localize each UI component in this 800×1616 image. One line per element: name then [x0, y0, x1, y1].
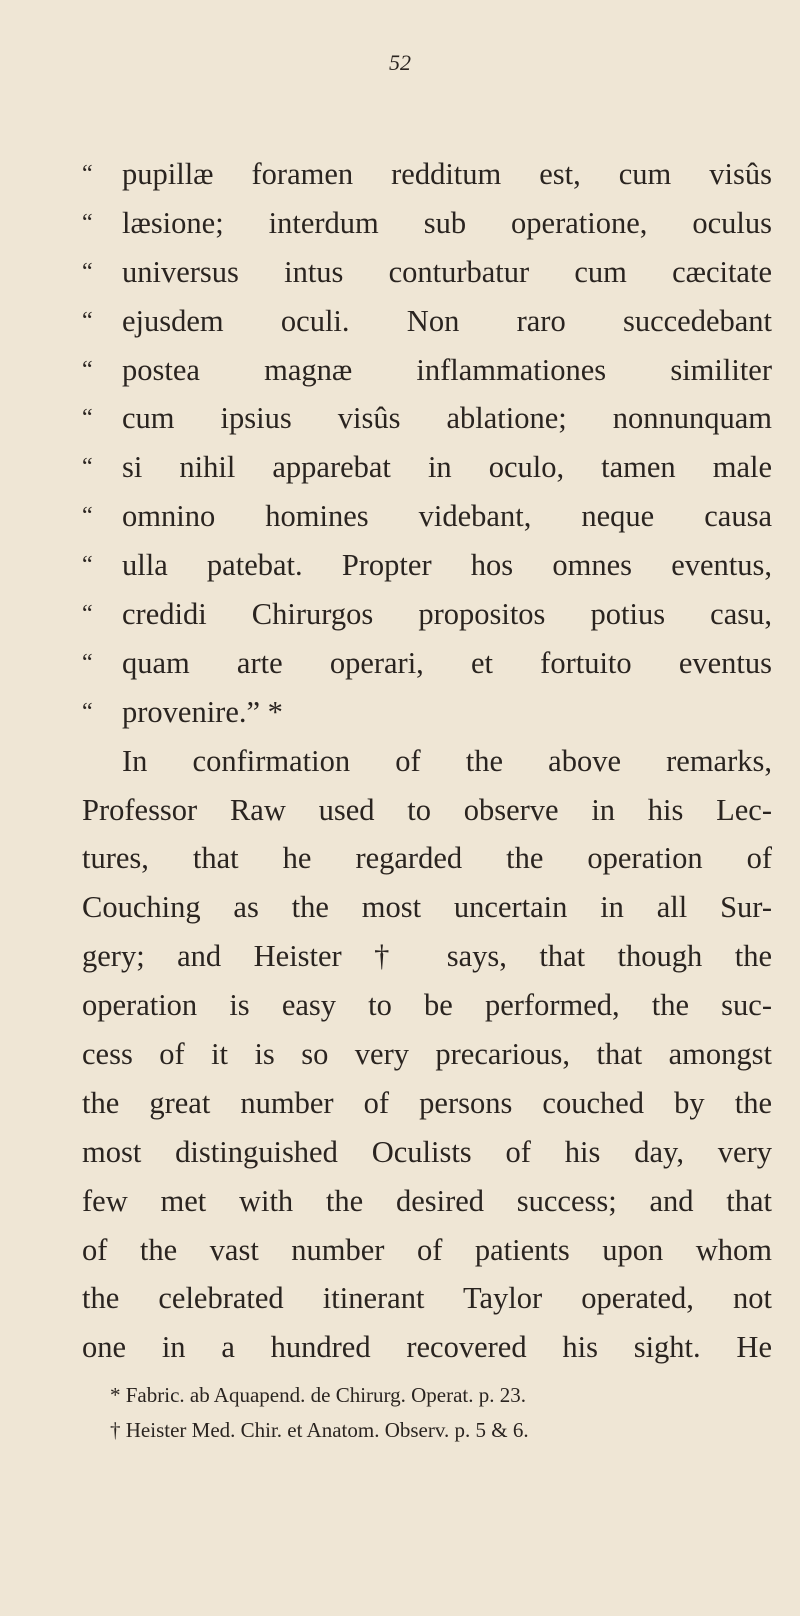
text-line: [82, 1274, 772, 1323]
latin-quote-line: [82, 199, 772, 248]
line-text: postea magnæ inflammationes similiter: [122, 352, 772, 387]
quote-mark: “: [82, 552, 93, 579]
line-text: læsione; interdum sub operatione, oculus: [122, 205, 772, 240]
quote-mark: “: [82, 258, 93, 285]
latin-quote-line: [82, 443, 772, 492]
line-text: Professor Raw used to observe in his Lec-: [82, 792, 772, 827]
latin-quote-line: [82, 541, 772, 590]
latin-quote-line: [82, 590, 772, 639]
line-text: cess of it is so very precarious, that amongst: [82, 1037, 772, 1072]
line-text: of the vast number of patients upon whom: [82, 1232, 772, 1267]
text-line: [82, 981, 772, 1030]
quote-mark: “: [82, 503, 93, 530]
text-line: [82, 1226, 772, 1275]
quote-mark: “: [82, 209, 93, 236]
text-line: [82, 1079, 772, 1128]
text-line: [82, 1030, 772, 1079]
latin-quote-line: [82, 150, 772, 199]
text-line: [82, 1177, 772, 1226]
page-number: 52: [389, 50, 411, 75]
latin-quote-line: [82, 297, 772, 346]
text-line: [82, 834, 772, 883]
quote-mark: “: [82, 356, 93, 383]
line-text: few met with the desired success; and that: [82, 1183, 772, 1218]
footnote-2: † Heister Med. Chir. et Anatom. Observ. p. 5 & 6.: [110, 1418, 529, 1442]
latin-quote-line: [82, 492, 772, 541]
text-line: [82, 1323, 772, 1372]
line-text: operation is easy to be performed, the suc-: [82, 988, 772, 1023]
line-text: tures, that he regarded the operation of: [82, 841, 772, 876]
latin-quote-line: [82, 639, 772, 688]
line-text: the celebrated itinerant Taylor operated, not: [82, 1281, 772, 1316]
quote-mark: “: [82, 405, 93, 432]
quote-mark: “: [82, 454, 93, 481]
line-text: cum ipsius visûs ablatione; nonnunquam: [122, 401, 772, 436]
line-text: pupillæ foramen redditum est, cum visûs: [122, 157, 772, 191]
text-line: [82, 932, 772, 981]
text-line: [82, 1128, 772, 1177]
line-text: most distinguished Oculists of his day, very: [82, 1134, 772, 1169]
line-text: Couching as the most uncertain in all Sur-: [82, 890, 772, 925]
line-text: In confirmation of the above remarks,: [122, 743, 772, 778]
quote-mark: “: [82, 649, 93, 676]
latin-quote-line: [82, 688, 772, 737]
text-line: [82, 883, 772, 932]
line-text: the great number of persons couched by the: [82, 1085, 772, 1120]
latin-quote-line: [82, 346, 772, 395]
quote-mark: “: [82, 307, 93, 334]
line-text: si nihil apparebat in oculo, tamen male: [122, 450, 772, 485]
line-text: ejusdem oculi. Non raro succedebant: [122, 303, 772, 338]
line-text: credidi Chirurgos propositos potius casu,: [122, 597, 772, 632]
quote-mark: “: [82, 601, 93, 628]
page-body: [82, 150, 772, 1372]
text-line: [82, 737, 772, 786]
line-text: ulla patebat. Propter hos omnes eventus,: [122, 548, 772, 583]
footnote-1: * Fabric. ab Aquapend. de Chirurg. Operat. p. 23.: [110, 1383, 527, 1407]
line-text: one in a hundred recovered his sight. He: [82, 1330, 772, 1365]
latin-quote-line: [82, 394, 772, 443]
line-text: quam arte operari, et fortuito eventus: [122, 645, 772, 680]
line-text: gery; and Heister † says, that though the: [82, 939, 772, 974]
line-text: universus intus conturbatur cum cæcitate: [122, 254, 772, 289]
latin-quote-line: [82, 248, 772, 297]
line-text: provenire.” *: [122, 694, 283, 729]
quote-mark: “: [82, 698, 93, 725]
line-text: omnino homines videbant, neque causa: [122, 499, 772, 534]
quote-mark: “: [82, 161, 93, 187]
text-line: [82, 786, 772, 835]
